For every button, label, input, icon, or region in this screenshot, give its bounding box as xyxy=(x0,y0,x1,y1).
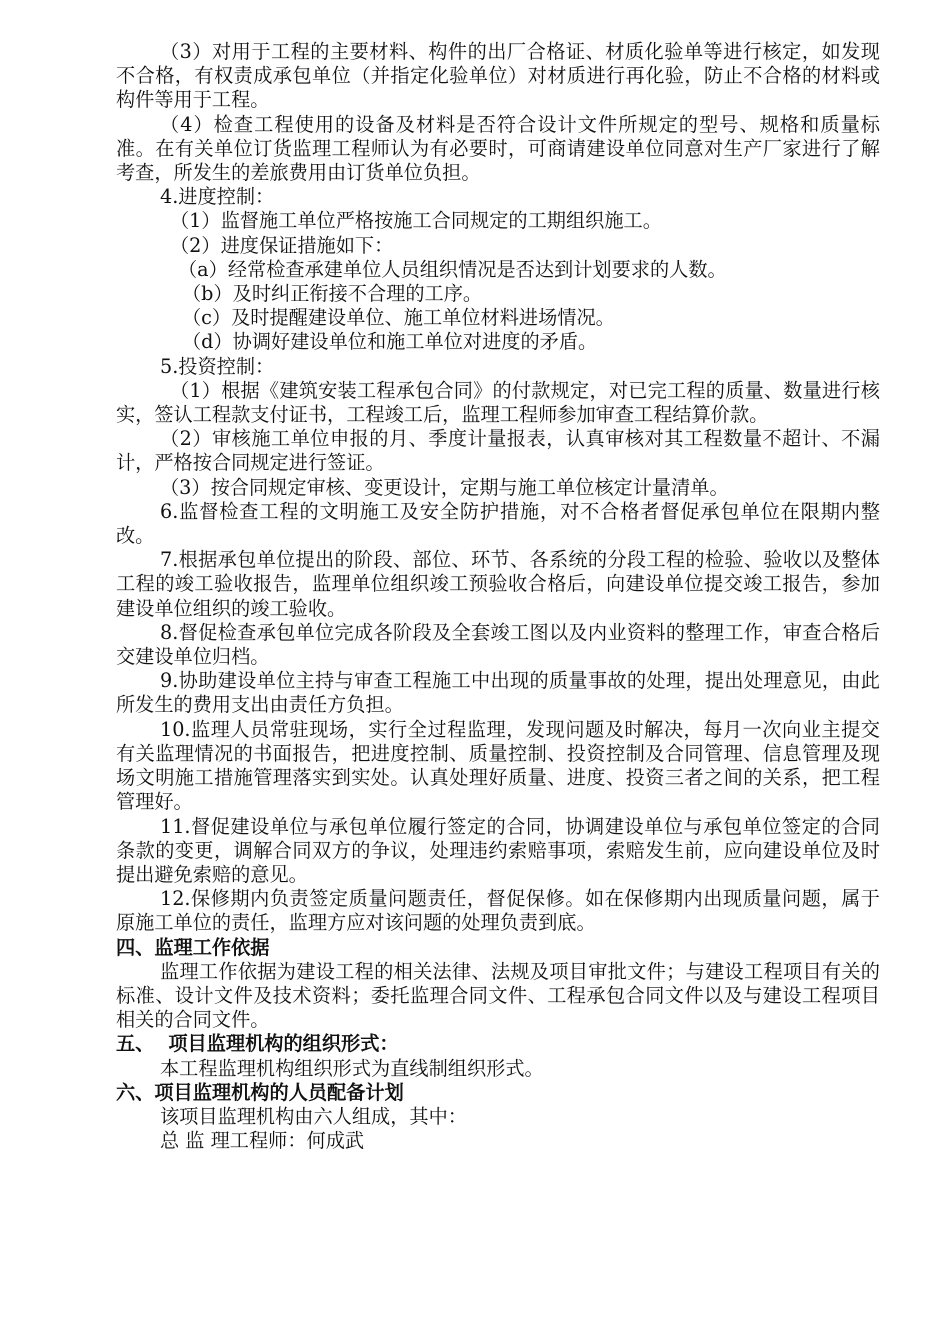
para-progress-c: （c）及时提醒建设单位、施工单位材料进场情况。 xyxy=(182,306,615,330)
para-item-6: 6.监督检查工程的文明施工及安全防护措施，对不合格者督促承包单位在限期内整改。 xyxy=(116,499,880,548)
section-6-heading: 六、项目监理机构的人员配备计划 xyxy=(116,1080,404,1104)
para-progress-d: （d）协调好建设单位和施工单位对进度的矛盾。 xyxy=(182,330,598,354)
document-body xyxy=(116,40,880,1153)
para-item-11: 11.督促建设单位与承包单位履行签定的合同，协调建设单位与承包单位签定的合同条款的变更，调解合同双方的争议，处理违约索赔事项，索赔发生前，应向建设单位及时提出避免索赔的意见。 xyxy=(116,814,880,886)
chief-supervisor-line: 总 监 理工程师：何成武 xyxy=(160,1129,365,1153)
section-5-title: 项目监理机构的组织形式： xyxy=(168,1032,399,1056)
section-6-intro: 该项目监理机构由六人组成，其中： xyxy=(160,1104,467,1128)
para-item-12: 12.保修期内负责签定质量问题责任，督促保修。如在保修期内出现质量问题，属于原施工单位的责任，监理方应对该问题的处理负责到底。 xyxy=(116,887,880,935)
para-equipment-check: （4）检查工程使用的设备及材料是否符合设计文件所规定的型号、规格和质量标准。在有关单位订货监理工程师认为有必要时，可商请建设单位同意对生产厂家进行了解考查，所发生的差旅费用由订货单位负担。 xyxy=(116,112,880,185)
para-investment-1: （1）根据《建筑安装工程承包合同》的付款规定，对已完工程的质量、数量进行核实，签认工程款支付证书，工程竣工后，监理工程师参加审查工程结算价款。 xyxy=(116,378,880,427)
para-investment-heading: 5.投资控制： xyxy=(160,354,275,378)
para-item-8: 8.督促检查承包单位完成各阶段及全套竣工图以及内业资料的整理工作，审查合格后交建设单位归档。 xyxy=(116,620,880,669)
section-4-body: 监理工作依据为建设工程的相关法律、法规及项目审批文件；与建设工程项目有关的标准、设计文件及技术资料；委托监理合同文件、工程承包合同文件以及与建设工程项目相关的合同文件。 xyxy=(116,959,880,1032)
para-progress-a: （a）经常检查承建单位人员组织情况是否达到计划要求的人数。 xyxy=(178,257,727,281)
para-item-7: 7.根据承包单位提出的阶段、部位、环节、各系统的分段工程的检验、验收以及整体工程的竣工验收报告，监理单位组织竣工预验收合格后，向建设单位提交竣工报告，参加建设单位组织的竣工验收。 xyxy=(116,548,880,620)
para-item-10: 10.监理人员常驻现场，实行全过程监理，发现问题及时解决，每月一次向业主提交有关监理情况的书面报告，把进度控制、质量控制、投资控制及合同管理、信息管理及现场文明施工措施管理落实到实处。认真处理好质量、进度、投资三者之间的关系，把工程管理好。 xyxy=(116,717,880,814)
para-progress-b: （b）及时纠正衔接不合理的工序。 xyxy=(182,282,483,306)
para-progress-heading: 4.进度控制： xyxy=(160,185,275,209)
section-5-body: 本工程监理机构组织形式为直线制组织形式。 xyxy=(160,1056,544,1080)
section-5-heading xyxy=(116,1032,880,1056)
section-5-number: 五、 xyxy=(116,1032,155,1056)
para-progress-2: （2）进度保证措施如下： xyxy=(170,233,394,257)
para-investment-2: （2）审核施工单位申报的月、季度计量报表，认真审核对其工程数量不超计、不漏计，严格按合同规定进行签证。 xyxy=(116,427,880,475)
section-4-heading: 四、监理工作依据 xyxy=(116,935,270,959)
para-investment-3: （3）按合同规定审核、变更设计，定期与施工单位核定计量清单。 xyxy=(160,475,729,499)
para-progress-1: （1）监督施工单位严格按施工合同规定的工期组织施工。 xyxy=(170,209,662,233)
para-material-check: （3）对用于工程的主要材料、构件的出厂合格证、材质化验单等进行核定，如发现不合格，有权责成承包单位（并指定化验单位）对材质进行再化验，防止不合格的材料或构件等用于工程。 xyxy=(116,40,880,112)
para-item-9: 9.协助建设单位主持与审查工程施工中出现的质量事故的处理，提出处理意见，由此所发生的费用支出由责任方负担。 xyxy=(116,669,880,717)
